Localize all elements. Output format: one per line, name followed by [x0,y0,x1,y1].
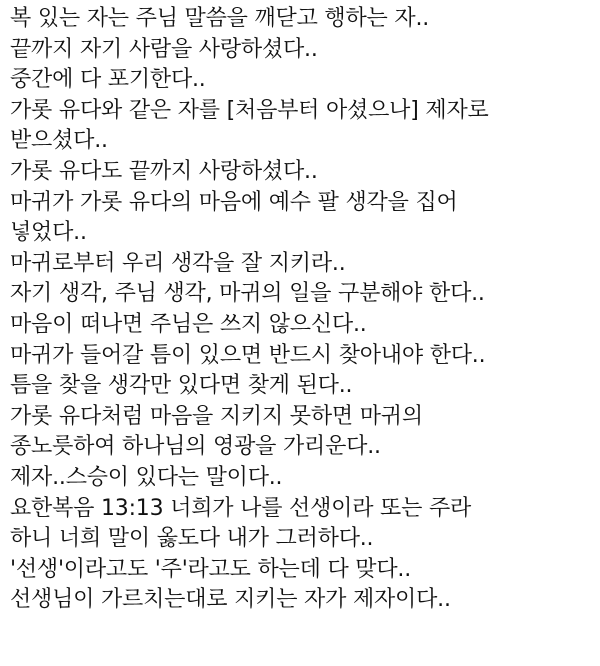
text-line: 선생님이 가르치는대로 지키는 자가 제자이다.. [10,587,451,613]
text-line: 마귀가 들어갈 틈이 있으면 반드시 찾아내야 한다.. [10,342,486,368]
text-line: 틈을 찾을 생각만 있다면 찾게 된다.. [10,373,353,399]
text-line: 넣었다.. [10,220,87,246]
text-line: 요한복음 13:13 너희가 나를 선생이라 또는 주라 [10,495,472,521]
text-line: 마음이 떠나면 주님은 쓰지 않으신다.. [10,311,367,337]
text-line: 가롯 유다도 끝까지 사랑하셨다.. [10,158,318,184]
text-line: 중간에 다 포기한다.. [10,67,206,93]
text-line: 복 있는 자는 주님 말씀을 깨닫고 행하는 자.. [10,6,430,31]
text-line: 제자..스승이 있다는 말이다.. [10,464,283,490]
text-line: 종노릇하여 하나님의 영광을 가리운다.. [10,434,381,460]
text-line: 하니 너희 말이 옳도다 내가 그러하다.. [10,526,374,552]
text-line: '선생'이라고도 '주'라고도 하는데 다 맞다.. [10,556,411,582]
text-line: 끝까지 자기 사람을 사랑하셨다.. [10,36,318,62]
text-line: 자기 생각, 주님 생각, 마귀의 일을 구분해야 한다.. [10,281,485,307]
text-line: 받으셨다.. [10,128,108,154]
text-line: 마귀가 가롯 유다의 마음에 예수 팔 생각을 집어 [10,189,458,215]
text-line: 마귀로부터 우리 생각을 잘 지키라.. [10,250,346,276]
text-line: 가롯 유다처럼 마음을 지키지 못하면 마귀의 [10,403,423,429]
text-line: 가롯 유다와 같은 자를 [처음부터 아셨으나] 제자로 [10,97,489,123]
